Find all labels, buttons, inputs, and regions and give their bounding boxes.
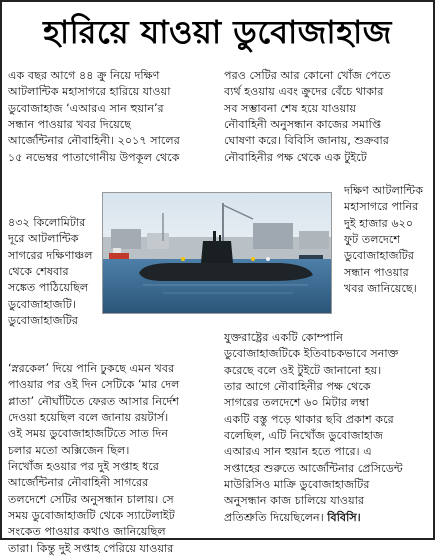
text-line: দক্ষিণ আটলান্টিক [344,184,424,197]
text-line: ঘোষণা করে। বিবিসি জানায়, শুক্রবার [224,134,389,148]
text-line: ডুবোজাহাজটির [344,249,415,263]
submarine-photo [102,192,332,314]
text-line: খবর জানিয়েছে। [344,282,417,296]
right-bottom-paragraph [224,330,430,526]
text-line: প্লাতা’ নৌঘাঁটিতে ফেরত আসার নির্দেশ [8,394,180,408]
text-line: নৌবাহিনীর পক্ষ থেকে এক টুইটে [224,150,367,164]
text-line: আটলান্টিক মহাসাগরে হারিয়ে যাওয়া [8,85,171,99]
text-line: এক বছর আগে ৪৪ ক্রু নিয়ে দক্ষিণ [8,69,160,82]
text-line: ৪৩২ কিলোমিটার [8,216,86,229]
text-line: চলার মতো অক্সিজেন ছিল। [8,443,130,457]
text-line: ওই সময় ডুবোজাহাজটিতে সাত দিন [8,427,169,441]
text-line: পরও সেটির আর কোনো খোঁজ পেতে [224,69,391,82]
text-line: তারা। কিন্তু দুই সপ্তাহ পেরিয়ে যাওয়ার [8,541,174,555]
closing-text: প্রতিশ্রুতি দিয়েছিলেন। [224,510,324,524]
text-line: দূরে আটলান্টিক [8,232,79,246]
right-wrap-around-photo [344,183,430,297]
text-line: ডুবোজাহাজটির [8,314,79,328]
text-line: সব সম্ভাবনা শেষ হয়ে যাওয়ায় [224,101,357,115]
headline: হারিয়ে যাওয়া ডুবোজাহাজ [43,13,392,51]
submarine-harbor-image [103,193,331,313]
text-line: মহাসাগরে পানির [344,200,419,214]
text-line: ‘স্নরকেল’ দিয়ে পানি ঢুকছে এমন খবর [8,362,175,375]
text-line: দেওয়া হয়েছিল বলে জানায় রয়টার্স। [8,411,169,425]
left-top-paragraph [8,68,214,166]
text-line: করেছে বলে ওই টুইটে জানানো হয়। [224,363,382,377]
text-line: সংকেত পাওয়ার কথাও জানিয়েছিল [8,525,166,539]
text-line: সাগরের তলদেশে ৬০ মিটার লম্বা [224,396,369,410]
text-line: আর্জেন্টিনার নৌবাহিনী সাগরের [8,476,149,490]
text-line: সাগরের দক্ষিণাঞ্চল [8,248,93,262]
text-line: সময় ডুবোজাহাজটি থেকে স্যাটেলাইট [8,509,175,523]
text-line: একটি বস্তু পড়ে থাকার ছবি প্রকাশ করে [224,412,394,426]
text-line: যুক্তরাষ্ট্রের একটি কোম্পানি [224,331,343,344]
text-line: এআরএ সান হুয়ান হতে পারে। এ [224,445,372,459]
text-line: ফুট তলদেশে [344,233,401,247]
text-line: সন্ধান পাওয়ার [344,265,409,279]
text-line: সপ্তাহের শুরুতে আর্জেন্টিনার প্রেসিডেন্ট [224,461,403,475]
text-line: অনুসন্ধান কাজ চালিয়ে যাওয়ার [224,494,365,508]
text-line: ডুবোজাহাজ ‘এআরএ সান হুয়ান’র [8,101,164,115]
text-line: নৌবাহিনী অনুসন্ধান কাজের সমাপ্তি [224,118,382,132]
text-line: মাউরিসিও মাক্রি ডুবোজাহাজটির [224,478,370,492]
left-wrap-around-photo [8,215,100,329]
text-line: থেকে শেষবার [8,265,69,279]
text-line: তার আগে নৌবাহিনীর পক্ষ থেকে [224,380,371,394]
text-line: সঙ্কেত পাঠিয়েছিল [8,281,89,295]
text-line: পাওয়ার পর ওই দিন সেটিকে ‘মার দেল [8,378,180,392]
text-line: ডুবোজাহাজটিকে ইতিবাচকভাবে সনাক্ত [224,347,399,361]
text-line: ১৫ নভেম্বর পাতাগোনীয় উপকূল থেকে [8,150,180,164]
text-line: ডুবোজাহাজটি। [8,297,76,311]
text-line: বলেছিল, এটি নিখোঁজ ডুবোজাহাজ [224,429,383,443]
text-line [224,510,430,526]
text-line: তলদেশে সেটির অনুসন্ধান চালায়। সে [8,492,174,506]
text-line: আর্জেন্টিনার নৌবাহিনী। ২০১৭ সালের [8,134,180,148]
left-bottom-paragraph [8,361,214,557]
right-top-paragraph [224,68,430,166]
text-line: দুই হাজার ৬২০ [344,216,414,230]
text-line: নিখোঁজ হওয়ার পর দুই সপ্তাহ ধরে [8,460,159,474]
text-line: সন্ধান পাওয়ার খবর দিয়েছে [8,118,132,132]
source-signoff: বিবিসি। [327,510,361,524]
text-line: ব্যর্থ হওয়ায় এবং ক্রুদের বেঁচে থাকার [224,85,384,99]
